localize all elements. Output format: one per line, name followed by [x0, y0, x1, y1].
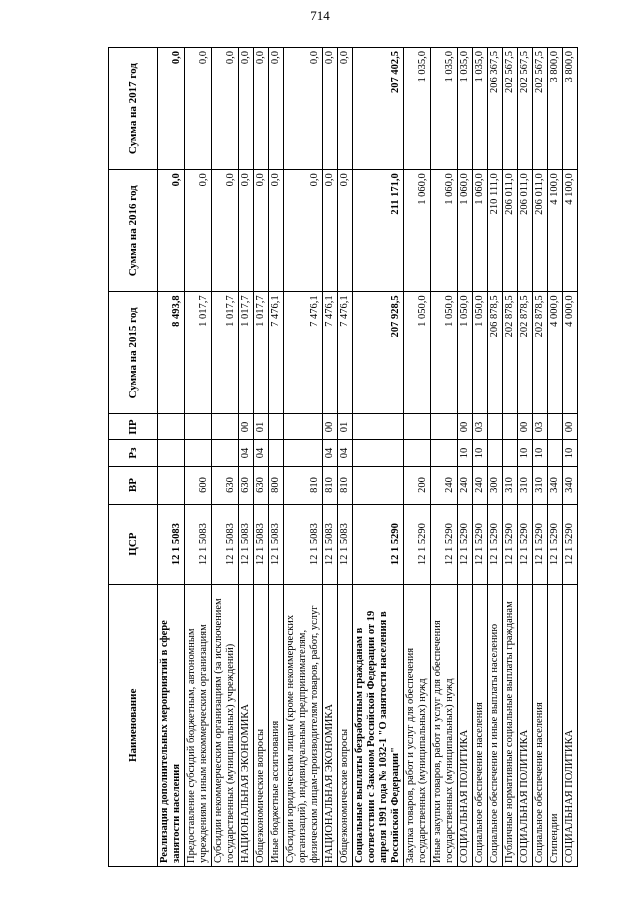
cell-vr: 630 [254, 466, 269, 504]
cell-sum-2016: 0,0 [284, 170, 323, 292]
cell-sum-2015: 202 878,5 [518, 292, 533, 414]
cell-rz [488, 440, 503, 466]
header-name: Наименование [109, 584, 158, 866]
table-row [503, 48, 518, 867]
cell-csr: 12 1 5083 [338, 504, 353, 584]
cell-name: СОЦИАЛЬНАЯ ПОЛИТИКА [458, 584, 473, 866]
cell-rz [185, 440, 212, 466]
cell-pr: 03 [533, 414, 548, 440]
cell-sum-2017: 0,0 [185, 48, 212, 170]
cell-vr: 800 [269, 466, 284, 504]
cell-vr: 240 [473, 466, 488, 504]
cell-sum-2017: 1 035,0 [473, 48, 488, 170]
header-sum-2015: Сумма на 2015 год [109, 292, 158, 414]
cell-pr: 00 [239, 414, 254, 440]
cell-name: Общеэкономические вопросы [338, 584, 353, 866]
header-csr: ЦСР [109, 504, 158, 584]
cell-rz: 04 [338, 440, 353, 466]
cell-rz: 10 [473, 440, 488, 466]
cell-sum-2017: 0,0 [239, 48, 254, 170]
cell-sum-2015: 1 050,0 [458, 292, 473, 414]
cell-sum-2017: 207 402,5 [353, 48, 404, 170]
cell-rz [548, 440, 563, 466]
cell-sum-2015: 7 476,1 [338, 292, 353, 414]
cell-name: Реализация дополнительных мероприятий в сфере занятости населения [158, 584, 185, 866]
cell-pr: 03 [473, 414, 488, 440]
cell-sum-2015: 206 878,5 [488, 292, 503, 414]
table-row [338, 48, 353, 867]
cell-pr [212, 414, 239, 440]
cell-sum-2017: 0,0 [158, 48, 185, 170]
table-container [108, 47, 575, 867]
cell-vr: 630 [212, 466, 239, 504]
cell-csr: 12 1 5290 [548, 504, 563, 584]
cell-csr: 12 1 5290 [404, 504, 431, 584]
cell-sum-2015: 1 050,0 [404, 292, 431, 414]
cell-sum-2015: 1 017,7 [212, 292, 239, 414]
table-row [518, 48, 533, 867]
cell-rz [269, 440, 284, 466]
cell-sum-2015: 7 476,1 [284, 292, 323, 414]
cell-sum-2016: 1 060,0 [458, 170, 473, 292]
cell-sum-2016: 206 011,0 [503, 170, 518, 292]
cell-csr: 12 1 5290 [431, 504, 458, 584]
cell-rz: 04 [254, 440, 269, 466]
cell-vr: 600 [185, 466, 212, 504]
cell-vr: 240 [431, 466, 458, 504]
cell-vr: 310 [503, 466, 518, 504]
table-row [488, 48, 503, 867]
cell-name: Стипендии [548, 584, 563, 866]
cell-sum-2015: 4 000,0 [563, 292, 578, 414]
cell-csr: 12 1 5083 [212, 504, 239, 584]
cell-sum-2017: 0,0 [254, 48, 269, 170]
table-row [458, 48, 473, 867]
cell-rz: 10 [533, 440, 548, 466]
cell-vr: 310 [518, 466, 533, 504]
cell-name: Субсидии некоммерческим организациям (за исключением государственных (муниципальных) учреждений) [212, 584, 239, 866]
cell-sum-2016: 4 100,0 [563, 170, 578, 292]
table-body [158, 48, 578, 867]
cell-sum-2016: 0,0 [269, 170, 284, 292]
cell-name: Иные закупки товаров, работ и услуг для обеспечения государственных (муниципальных) нужд [431, 584, 458, 866]
table-row [158, 48, 185, 867]
cell-pr: 00 [518, 414, 533, 440]
header-sum-2017: Сумма на 2017 год [109, 48, 158, 170]
cell-csr: 12 1 5083 [185, 504, 212, 584]
table-row [563, 48, 578, 867]
cell-sum-2016: 1 060,0 [431, 170, 458, 292]
cell-sum-2017: 3 800,0 [548, 48, 563, 170]
cell-rz: 04 [323, 440, 338, 466]
table-row [404, 48, 431, 867]
cell-name: Публичные нормативные социальные выплаты гражданам [503, 584, 518, 866]
cell-name: Субсидии юридическим лицам (кроме некоммерческих организаций), индивидуальным предпринимателям, физическим лицам-производителям товаров, работ, услуг [284, 584, 323, 866]
table-row [212, 48, 239, 867]
cell-sum-2017: 206 367,5 [488, 48, 503, 170]
cell-sum-2016: 1 060,0 [473, 170, 488, 292]
cell-rz [404, 440, 431, 466]
cell-sum-2017: 3 800,0 [563, 48, 578, 170]
cell-csr: 12 1 5083 [284, 504, 323, 584]
cell-sum-2016: 0,0 [338, 170, 353, 292]
cell-vr: 340 [563, 466, 578, 504]
cell-pr: 00 [563, 414, 578, 440]
cell-pr [404, 414, 431, 440]
cell-vr: 300 [488, 466, 503, 504]
cell-sum-2016: 1 060,0 [404, 170, 431, 292]
cell-sum-2017: 1 035,0 [404, 48, 431, 170]
table-row [323, 48, 338, 867]
cell-sum-2017: 0,0 [338, 48, 353, 170]
cell-sum-2017: 1 035,0 [431, 48, 458, 170]
cell-sum-2015: 1 017,7 [185, 292, 212, 414]
cell-name: Предоставление субсидий бюджетным, автономным учреждениям и иным некоммерческим организациям [185, 584, 212, 866]
cell-sum-2015: 202 878,5 [503, 292, 518, 414]
cell-sum-2017: 0,0 [284, 48, 323, 170]
cell-sum-2016: 4 100,0 [548, 170, 563, 292]
cell-sum-2016: 0,0 [158, 170, 185, 292]
cell-csr: 12 1 5290 [503, 504, 518, 584]
cell-sum-2015: 7 476,1 [269, 292, 284, 414]
cell-rz: 10 [458, 440, 473, 466]
table-row [533, 48, 548, 867]
cell-sum-2016: 0,0 [323, 170, 338, 292]
cell-rz [158, 440, 185, 466]
cell-csr: 12 1 5083 [254, 504, 269, 584]
cell-sum-2016: 210 111,0 [488, 170, 503, 292]
cell-pr [158, 414, 185, 440]
cell-csr: 12 1 5290 [533, 504, 548, 584]
cell-pr [548, 414, 563, 440]
cell-rz: 04 [239, 440, 254, 466]
cell-csr: 12 1 5290 [353, 504, 404, 584]
cell-sum-2017: 202 567,5 [533, 48, 548, 170]
cell-sum-2017: 0,0 [212, 48, 239, 170]
cell-sum-2016: 0,0 [239, 170, 254, 292]
cell-vr: 340 [548, 466, 563, 504]
cell-pr: 01 [338, 414, 353, 440]
cell-sum-2015: 4 000,0 [548, 292, 563, 414]
cell-vr: 810 [284, 466, 323, 504]
cell-sum-2015: 7 476,1 [323, 292, 338, 414]
cell-name: Социальное обеспечение населения [473, 584, 488, 866]
cell-rz [353, 440, 404, 466]
cell-rz [503, 440, 518, 466]
cell-csr: 12 1 5290 [458, 504, 473, 584]
cell-rz: 10 [518, 440, 533, 466]
cell-sum-2017: 202 567,5 [518, 48, 533, 170]
cell-rz [212, 440, 239, 466]
page-number: 714 [310, 8, 330, 23]
cell-sum-2015: 207 928,5 [353, 292, 404, 414]
cell-csr: 12 1 5290 [473, 504, 488, 584]
table-row [254, 48, 269, 867]
cell-vr: 810 [338, 466, 353, 504]
cell-sum-2017: 0,0 [323, 48, 338, 170]
cell-csr: 12 1 5083 [158, 504, 185, 584]
cell-sum-2016: 0,0 [212, 170, 239, 292]
cell-csr: 12 1 5083 [323, 504, 338, 584]
cell-sum-2017: 1 035,0 [458, 48, 473, 170]
cell-name: Иные бюджетные ассигнования [269, 584, 284, 866]
cell-sum-2015: 1 017,7 [254, 292, 269, 414]
table-row [284, 48, 323, 867]
cell-name: НАЦИОНАЛЬНАЯ ЭКОНОМИКА [239, 584, 254, 866]
cell-sum-2016: 206 011,0 [518, 170, 533, 292]
cell-rz [284, 440, 323, 466]
cell-vr: 810 [323, 466, 338, 504]
cell-pr: 00 [458, 414, 473, 440]
table-row [239, 48, 254, 867]
cell-csr: 12 1 5290 [488, 504, 503, 584]
cell-name: СОЦИАЛЬНАЯ ПОЛИТИКА [563, 584, 578, 866]
cell-pr: 00 [323, 414, 338, 440]
cell-sum-2016: 211 171,0 [353, 170, 404, 292]
cell-pr [353, 414, 404, 440]
cell-csr: 12 1 5083 [269, 504, 284, 584]
cell-sum-2016: 206 011,0 [533, 170, 548, 292]
cell-vr [353, 466, 404, 504]
cell-sum-2016: 0,0 [185, 170, 212, 292]
table-row [185, 48, 212, 867]
rotated-table-frame [108, 47, 575, 867]
cell-name: Социальные выплаты безработным гражданам в соответствии с Законом Российской Федерации от 19 апреля 1991 года № 1032-1 "О занятости населения в Российской Федерации" [353, 584, 404, 866]
table-row [548, 48, 563, 867]
cell-pr [185, 414, 212, 440]
cell-pr: 01 [254, 414, 269, 440]
cell-vr: 310 [533, 466, 548, 504]
cell-vr: 200 [404, 466, 431, 504]
cell-sum-2016: 0,0 [254, 170, 269, 292]
cell-sum-2017: 0,0 [269, 48, 284, 170]
header-pr: ПР [109, 414, 158, 440]
table-row [269, 48, 284, 867]
cell-name: Общеэкономические вопросы [254, 584, 269, 866]
header-vr: ВР [109, 466, 158, 504]
header-rz: Рз [109, 440, 158, 466]
cell-csr: 12 1 5290 [563, 504, 578, 584]
cell-sum-2015: 202 878,5 [533, 292, 548, 414]
cell-pr [284, 414, 323, 440]
cell-name: Социальное обеспечение и иные выплаты населению [488, 584, 503, 866]
table-row [473, 48, 488, 867]
cell-sum-2015: 8 493,8 [158, 292, 185, 414]
cell-sum-2017: 202 567,5 [503, 48, 518, 170]
cell-pr [488, 414, 503, 440]
cell-name: Закупка товаров, работ и услуг для обеспечения государственных (муниципальных) нужд [404, 584, 431, 866]
cell-name: Социальное обеспечение населения [533, 584, 548, 866]
cell-rz [431, 440, 458, 466]
table-row [353, 48, 404, 867]
cell-pr [503, 414, 518, 440]
header-sum-2016: Сумма на 2016 год [109, 170, 158, 292]
table-header-row [109, 48, 158, 867]
budget-table [108, 47, 578, 867]
cell-vr [158, 466, 185, 504]
cell-sum-2015: 1 017,7 [239, 292, 254, 414]
cell-pr [269, 414, 284, 440]
cell-csr: 12 1 5083 [239, 504, 254, 584]
cell-name: СОЦИАЛЬНАЯ ПОЛИТИКА [518, 584, 533, 866]
table-row [431, 48, 458, 867]
cell-vr: 630 [239, 466, 254, 504]
cell-name: НАЦИОНАЛЬНАЯ ЭКОНОМИКА [323, 584, 338, 866]
cell-csr: 12 1 5290 [518, 504, 533, 584]
cell-vr: 240 [458, 466, 473, 504]
cell-sum-2015: 1 050,0 [473, 292, 488, 414]
cell-rz: 10 [563, 440, 578, 466]
cell-pr [431, 414, 458, 440]
cell-sum-2015: 1 050,0 [431, 292, 458, 414]
